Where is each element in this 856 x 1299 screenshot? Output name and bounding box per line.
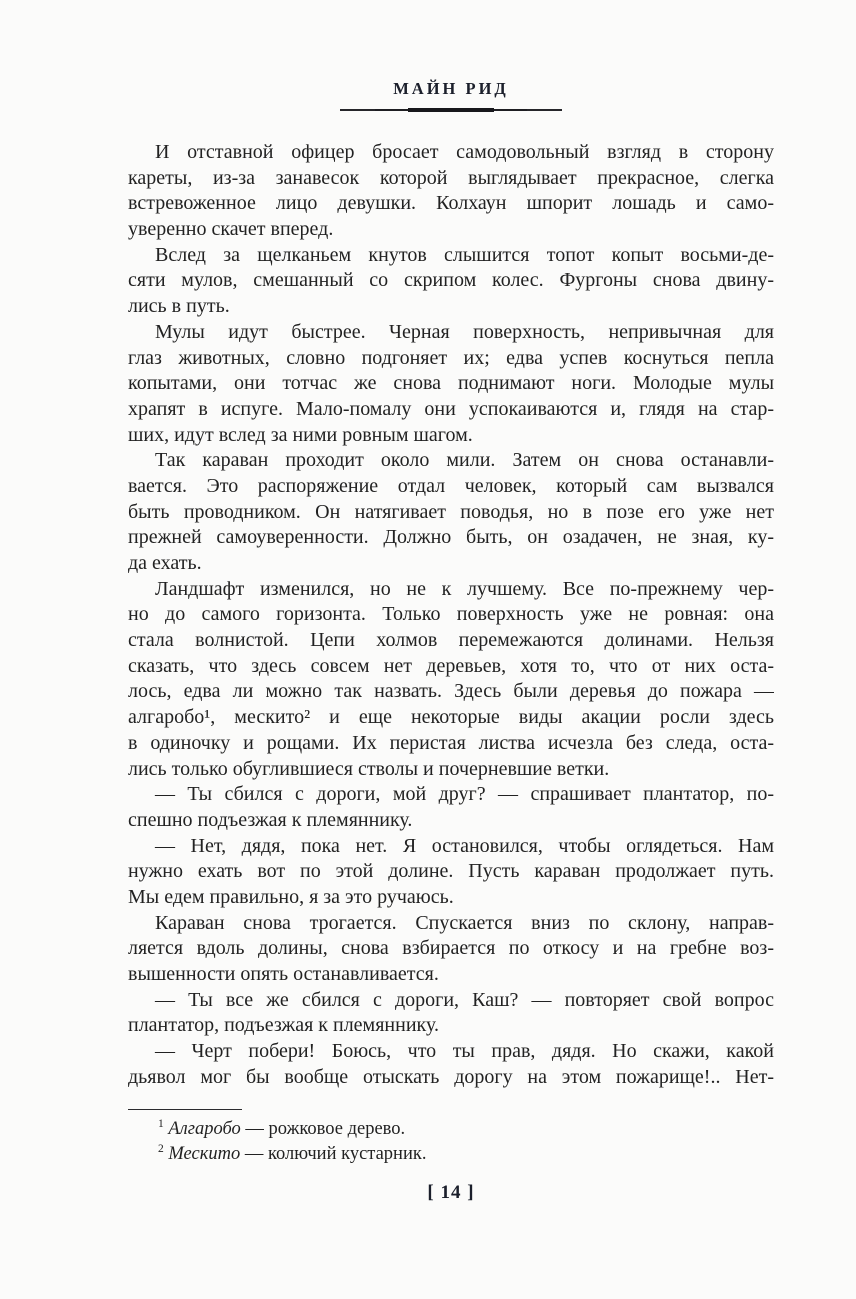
text-line: дьявол мог бы вообще отыскать дорогу на этом пожарище!.. Нет-	[128, 1065, 774, 1088]
footnote-separator	[128, 1109, 242, 1110]
footnote-marker: 1	[158, 1118, 164, 1131]
paragraph	[128, 988, 774, 1039]
text-line: да ехать.	[128, 552, 202, 574]
text-line: лись только обуглившиеся стволы и почерневшие ветки.	[128, 757, 610, 780]
page-number: [ 14 ]	[427, 1182, 475, 1204]
text-line: копытами, они тотчас же снова поднимают ноги. Молодые мулы	[128, 372, 774, 395]
paragraph	[128, 448, 774, 576]
text-line: стала волнистой. Цепи холмов перемежаются долинами. Нельзя	[128, 629, 774, 652]
paragraph	[128, 577, 774, 783]
text-line: Караван снова трогается. Спускается вниз по склону, направ-	[155, 911, 774, 934]
text-line: глаз животных, словно подгоняет их; едва успев коснуться пепла	[128, 346, 774, 369]
footnote	[128, 1117, 774, 1142]
footnote	[128, 1142, 774, 1167]
paragraph	[128, 834, 774, 911]
text-line: лись в путь.	[128, 295, 230, 318]
paragraph	[128, 911, 774, 988]
paragraph	[128, 243, 774, 320]
text-line: И отставной офицер бросает самодовольный взгляд в сторону	[155, 141, 774, 163]
footnote-text: — рожковое дерево.	[245, 1119, 406, 1140]
text-line: вается. Это распоряжение отдал человек, который сам вызвался	[128, 474, 774, 497]
footnote-text: — колючий кустарник.	[244, 1144, 427, 1165]
footnote-marker: 2	[158, 1143, 164, 1156]
text-line: в одиночку и рощами. Их перистая листва исчезла без следа, оста-	[128, 731, 774, 754]
text-line: встревоженное лицо девушки. Колхаун шпорит лошадь и само-	[128, 192, 774, 215]
text-line: плантатор, подъезжая к племяннику.	[128, 1014, 439, 1037]
text-line: но до самого горизонта. Только поверхность уже не ровная: она	[128, 603, 774, 626]
header-divider-ornament	[340, 107, 562, 113]
text-line: Так караван проходит около мили. Затем он снова останавли-	[155, 449, 774, 472]
text-line: — Нет, дядя, пока нет. Я остановился, чтобы оглядеться. Нам	[155, 834, 774, 857]
text-line: ших, идут вслед за ними ровным шагом.	[128, 423, 473, 446]
text-line: уверенно скачет вперед.	[128, 218, 334, 241]
text-line: лось, едва ли можно так назвать. Здесь были деревья до пожара —	[128, 680, 774, 703]
paragraph	[128, 140, 774, 243]
paragraph	[128, 320, 774, 448]
footnote-term: Алгаробо	[163, 1119, 246, 1140]
footnote-term: Мескито	[163, 1144, 245, 1165]
text-line: — Черт побери! Боюсь, что ты прав, дядя. Но скажи, какой	[155, 1040, 774, 1063]
divider-thick-rule	[408, 108, 494, 112]
text-line: Мулы идут быстрее. Черная поверхность, непривычная для	[155, 320, 774, 343]
text-line: сяти мулов, смешанный со скрипом колес. Фургоны снова двину-	[128, 269, 774, 292]
text-line: вышенности опять останавливается.	[128, 963, 439, 985]
text-line: — Ты сбился с дороги, мой друг? — спрашивает плантатор, по-	[155, 783, 774, 806]
text-line: сказать, что здесь совсем нет деревьев, хотя то, что от них оста-	[128, 654, 774, 677]
text-line: Ландшафт изменился, но не к лучшему. Все по-прежнему чер-	[155, 577, 774, 600]
text-line: алгаробо¹, мескито² и еще некоторые виды акации росли здесь	[128, 706, 774, 729]
text-line: кареты, из-за занавесок которой выглядывает прекрасное, слегка	[128, 166, 774, 189]
text-column	[128, 0, 774, 1204]
paragraph	[128, 782, 774, 833]
paragraph	[128, 1039, 774, 1090]
text-line: спешно подъезжая к племяннику.	[128, 808, 413, 831]
text-line: быть проводником. Он натягивает поводья, но в позе его уже нет	[128, 500, 774, 523]
footnotes	[128, 1117, 774, 1167]
text-line: прежней самоуверенности. Должно быть, он озадачен, не зная, ку-	[128, 526, 774, 549]
running-head-author: МАЙН РИД	[393, 79, 509, 98]
text-line: — Ты все же сбился с дороги, Каш? — повторяет свой вопрос	[155, 988, 774, 1011]
text-line: Вслед за щелканьем кнутов слышится топот копыт восьми-де-	[155, 243, 774, 266]
text-line: ляется вдоль долины, снова взбирается по откосу и на гребне воз-	[128, 937, 774, 960]
body-text	[128, 140, 774, 1090]
text-line: Мы едем правильно, я за это ручаюсь.	[128, 885, 454, 908]
text-line: храпят в испуге. Мало-помалу они успокаиваются и, глядя на стар-	[128, 397, 774, 420]
text-line: нужно ехать вот по этой долине. Пусть караван продолжает путь.	[128, 860, 774, 883]
